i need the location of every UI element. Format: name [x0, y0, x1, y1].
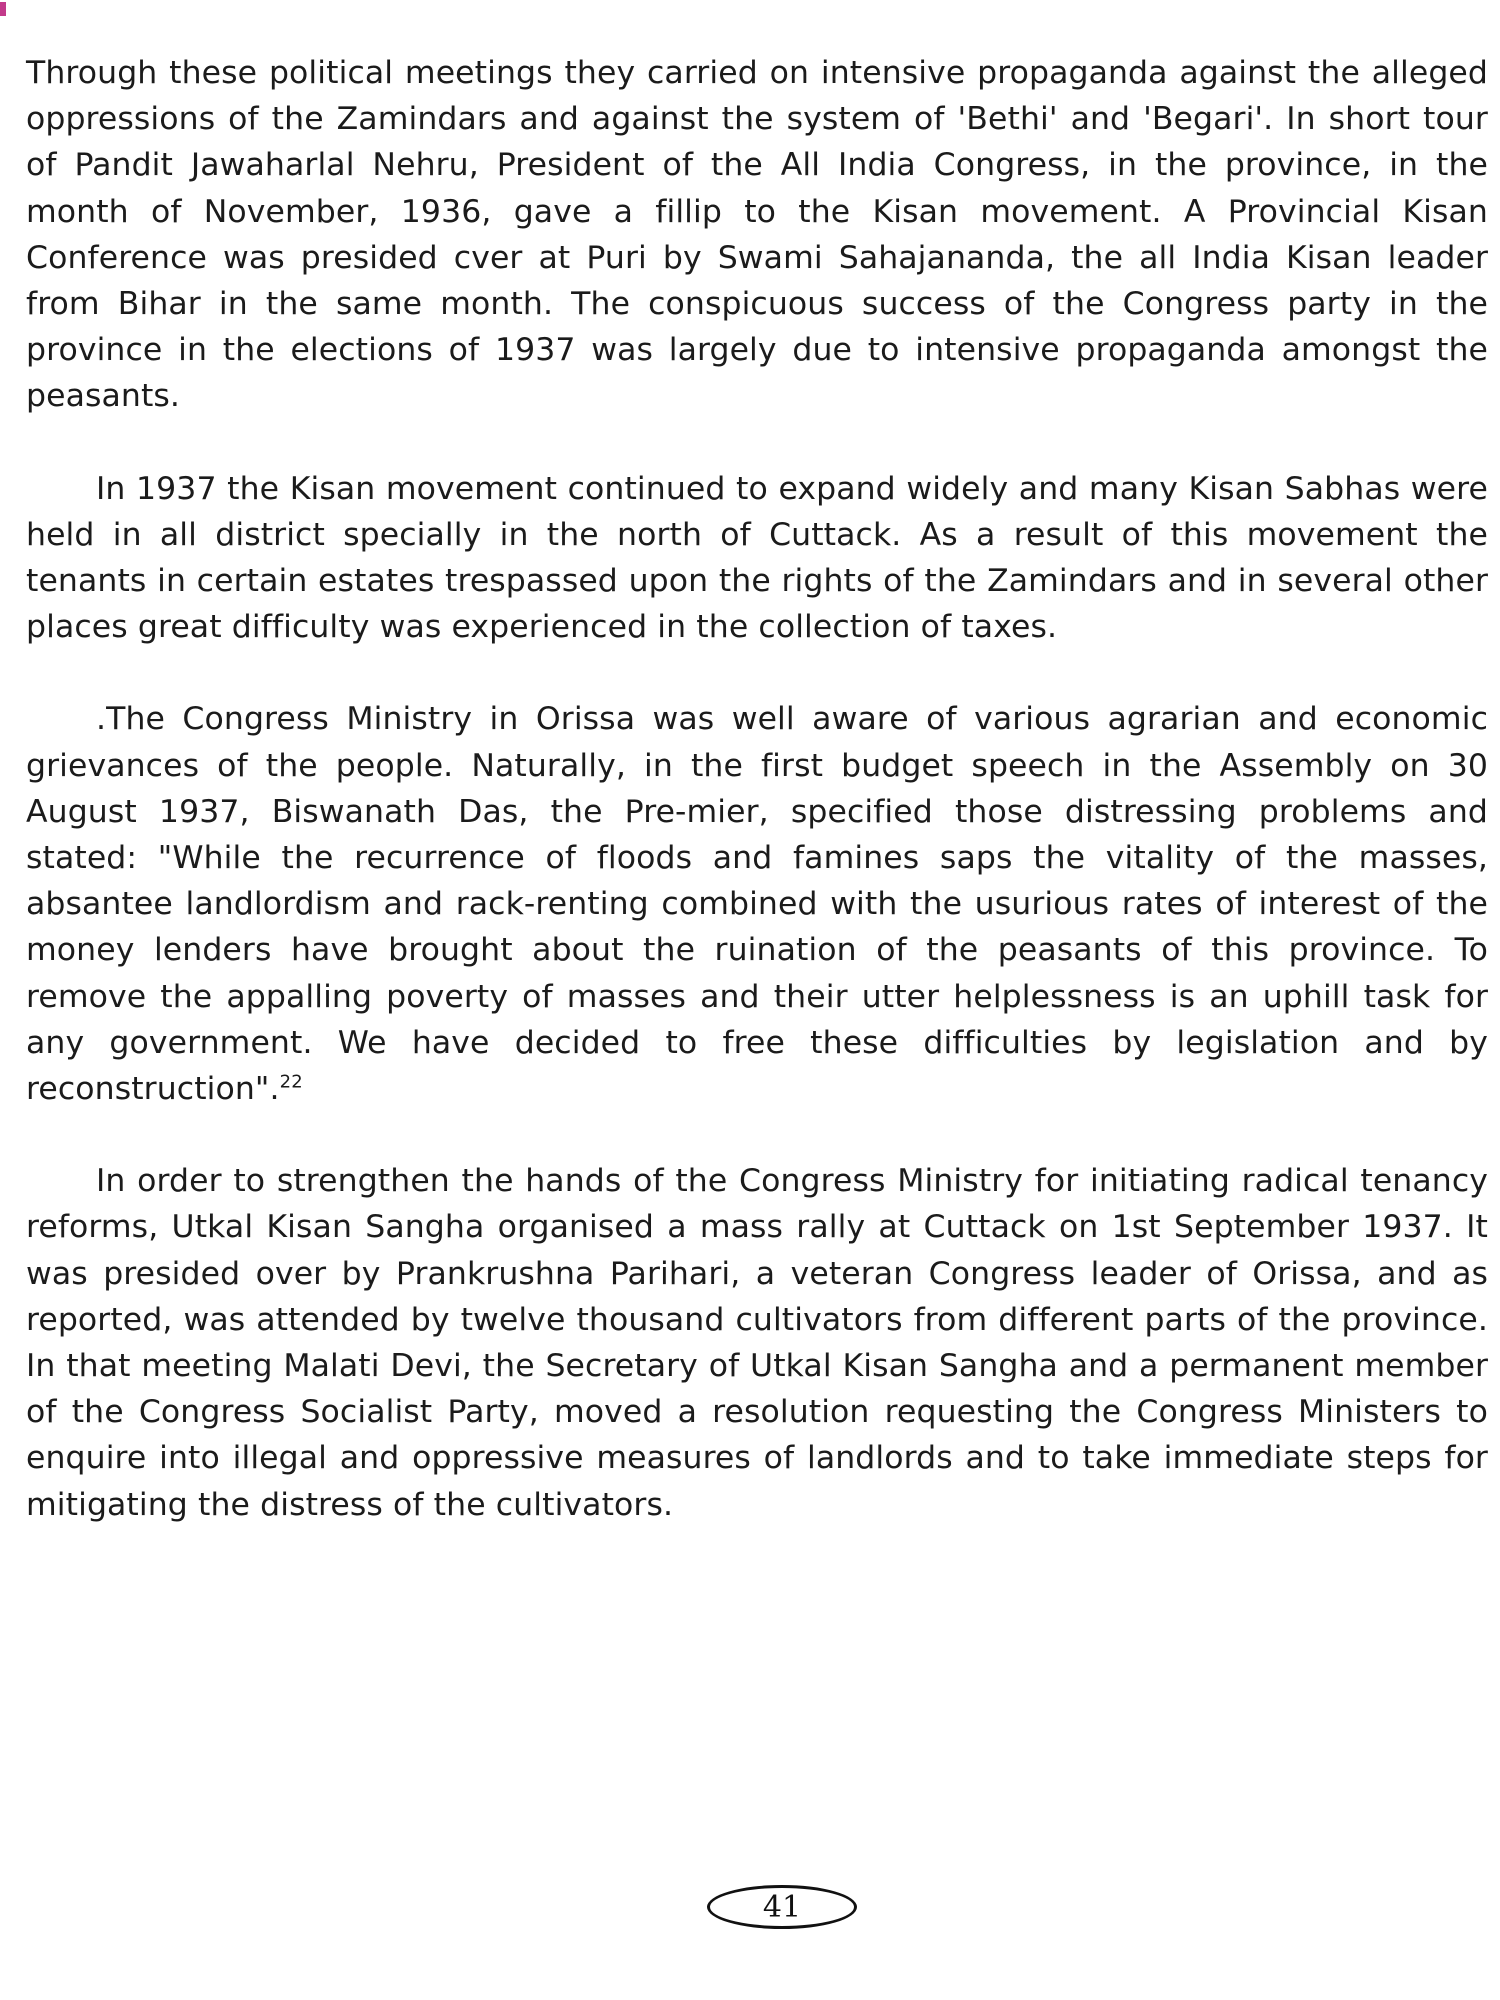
paragraph-1: Through these political meetings they carried on intensive propaganda against the alleged oppressions of the Zamindars and against the system of 'Bethi' and 'Begari'. In short tour of Pandit Jawaharlal Nehru, President of the All India Congress, in the province, in the month of November, 1936, gave a fillip to the Kisan movement. A Provincial Kisan Conference was presided cver at Puri by Swami Sahajananda, the all India Kisan leader from Bihar in the same month. The conspicuous success of the Congress party in the province in the elections of 1937 was largely due to intensive propaganda amongst the peasants.: [26, 55, 1488, 415]
footnote-reference: 22: [279, 1071, 303, 1093]
corner-mark: [0, 2, 6, 16]
paragraph-3: [26, 696, 1488, 1112]
paragraph-4: In order to strengthen the hands of the Congress Ministry for initiating radical tenancy reforms, Utkal Kisan Sangha organised a mass rally at Cuttack on 1st September 1937. It was presided over by Prankrushna Parihari, a veteran Congress leader of Orissa, and as reported, was attended by twelve thousand cultivators from different parts of the province. In that meeting Malati Devi, the Secretary of Utkal Kisan Sangha and a permanent member of the Congress Socialist Party, moved a resolution requesting the Congress Ministers to enquire into illegal and oppressive measures of landlords and to take immediate steps for mitigating the distress of the cultivators.: [26, 1163, 1488, 1523]
page-number: 41: [707, 1885, 857, 1929]
paragraph-3-text: .The Congress Ministry in Orissa was well aware of various agrarian and economic grievances of the people. Naturally, in the first budget speech in the Assembly on 30 August 1937, Biswanath Das, the Pre-mier, specified those distressing problems and stated: "While the recurrence of floods and famines saps the vitality of the masses, absantee landlordism and rack-renting combined with the usurious rates of interest of the money lenders have brought about the ruination of the peasants of this province. To remove the appalling poverty of masses and their utter helplessness is an uphill task for any government. We have decided to free these difficulties by legislation and by reconstruction".: [26, 701, 1488, 1108]
paragraph-2: In 1937 the Kisan movement continued to expand widely and many Kisan Sabhas were held in all district specially in the north of Cuttack. As a result of this movement the tenants in certain estates trespassed upon the rights of the Zamindars and in several other places great difficulty was experienced in the collection of taxes.: [26, 470, 1488, 646]
document-body: [26, 50, 1488, 1574]
